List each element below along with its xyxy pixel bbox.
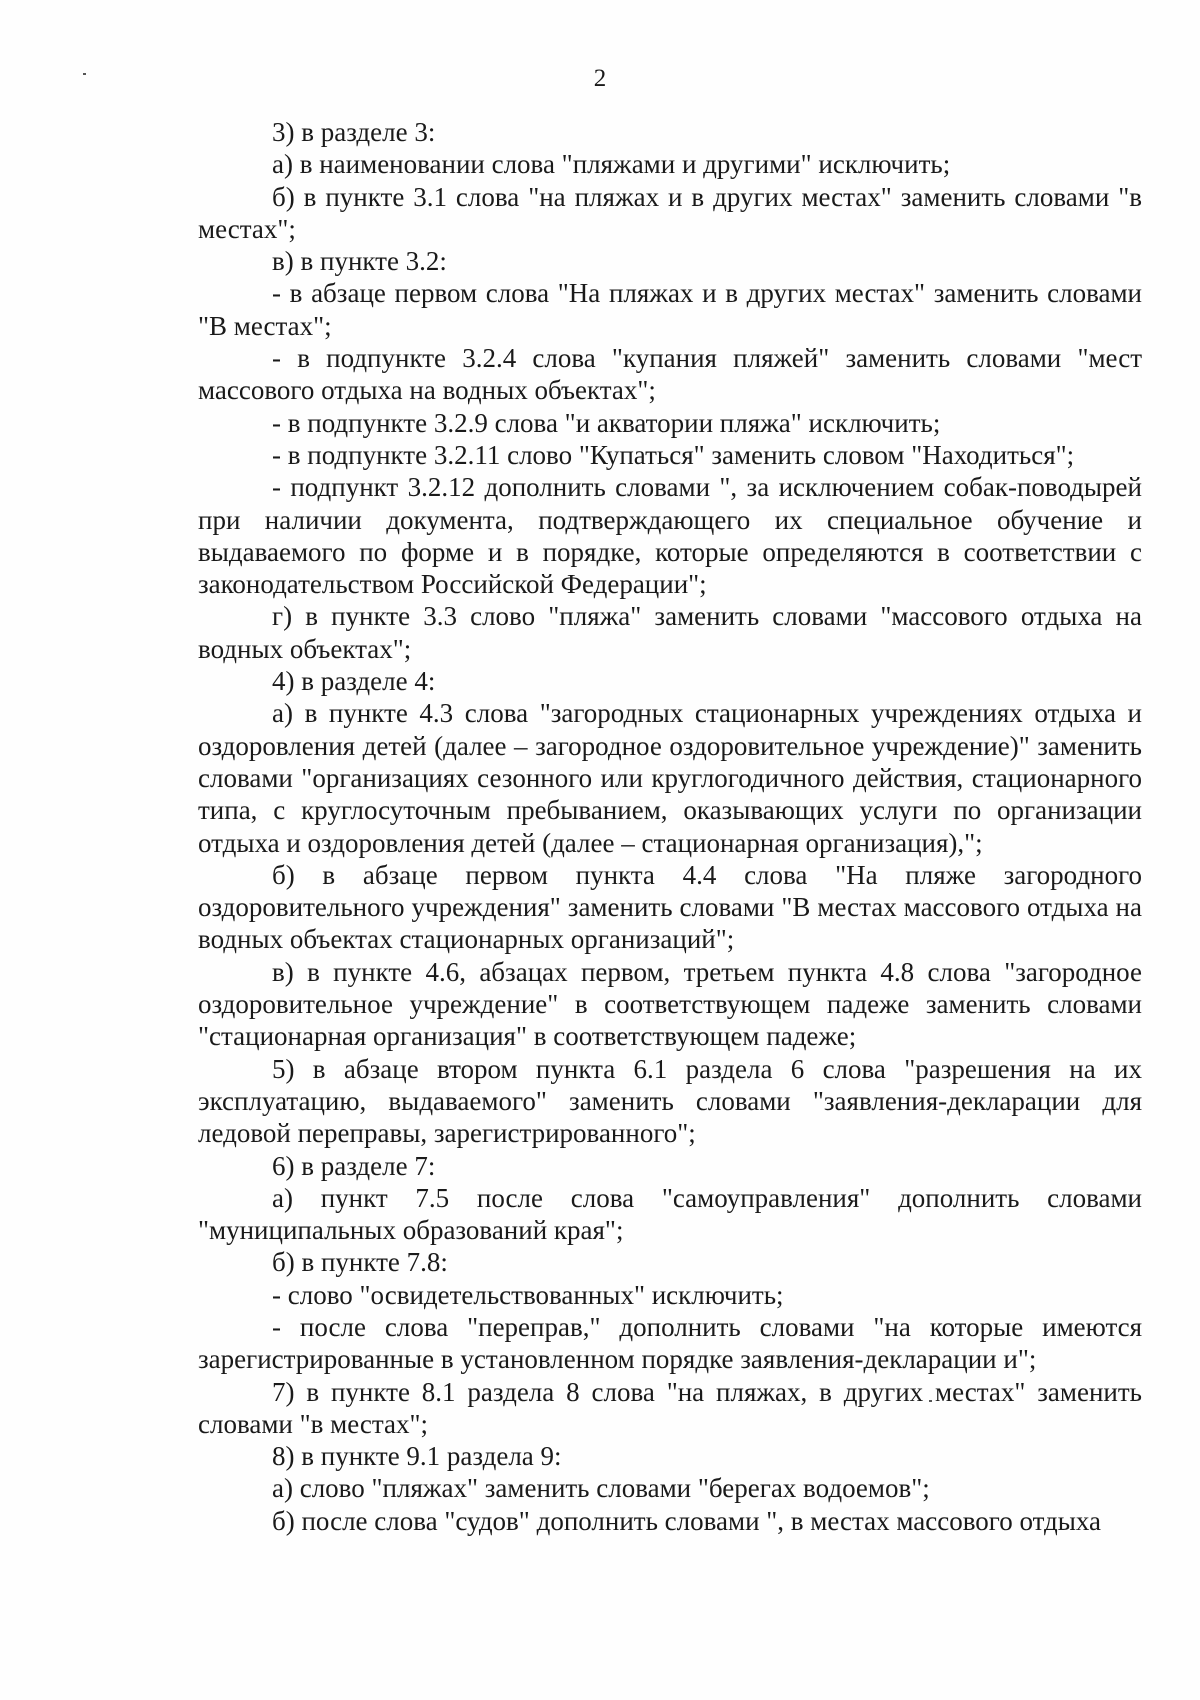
paragraph: б) в пункте 3.1 слова "на пляжах и в других местах" заменить словами "в местах"; — [198, 181, 1142, 244]
paragraph: - слово "освидетельствованных" исключить; — [272, 1279, 784, 1310]
paragraph: б) после слова "судов" дополнить словами ", в местах массового отдыха — [272, 1505, 1102, 1536]
paragraph: - в подпункте 3.2.9 слова "и акватории пляжа" исключить; — [272, 407, 941, 438]
paragraph: - в подпункте 3.2.11 слово "Купаться" заменить словом "Находиться"; — [272, 439, 1075, 470]
paragraph: а) пункт 7.5 после слова "самоуправления" дополнить словами "муниципальных образований края"; — [198, 1182, 1142, 1246]
paragraph: 3) в разделе 3: — [272, 117, 436, 147]
paragraph: а) в наименовании слова "пляжами и другими" исключить; — [272, 149, 951, 180]
paragraph: в) в пункте 4.6, абзацах первом, третьем пункта 4.8 слова "загородное оздоровительное учреждение" в соответствующем падеже заменить словами "стационарная организация" в соответствующем падеже; — [198, 956, 1142, 1052]
paragraph: - после слова "переправ," дополнить словами "на которые имеются зарегистрированные в установленном порядке заявления-декларации и"; — [198, 1311, 1142, 1375]
paragraph: в) в пункте 3.2: — [272, 246, 447, 277]
paragraph: б) в абзаце первом пункта 4.4 слова "На пляже загородного оздоровительного учреждения" заменить словами "В местах массового отдыха на водных объектах стационарных организаций"; — [198, 859, 1142, 955]
paragraph: 5) в абзаце втором пункта 6.1 раздела 6 слова "разрешения на их эксплуатацию, выдаваемого" заменить словами "заявления-декларации для ледовой переправы, зарегистрированного"; — [198, 1053, 1142, 1149]
paragraph: 8) в пункте 9.1 раздела 9: — [272, 1441, 562, 1472]
paragraph: 6) в разделе 7: — [272, 1150, 436, 1181]
paragraph: 4) в разделе 4: — [272, 666, 436, 697]
document-body — [198, 116, 1142, 1537]
paragraph: г) в пункте 3.3 слово "пляжа" заменить словами "массового отдыха на водных объектах"; — [198, 601, 1142, 664]
paragraph: а) в пункте 4.3 слова "загородных стационарных учреждениях отдыха и оздоровления детей (далее – загородное оздоровительное учреждение)" заменить словами "организациях сезонного или круглогодичного действия, стационарного типа, с круглосуточным пребыванием, оказывающих услуги по организации отдыха и оздоровления детей (далее – стационарная организация),"; — [198, 698, 1142, 858]
paragraph: - в подпункте 3.2.4 слова "купания пляжей" заменить словами "мест массового отдыха на водных объектах"; — [198, 343, 1142, 406]
paragraph: а) слово "пляжах" заменить словами "берегах водоемов"; — [272, 1473, 930, 1504]
page-number: 2 — [593, 65, 607, 92]
paragraph: - подпункт 3.2.12 дополнить словами ", за исключением собак-поводырей при наличии документа, подтверждающего их специальное обучение и выдаваемого по форме и в порядке, которые определяются в соответствии с законодательством Российской Федерации"; — [198, 472, 1142, 600]
paragraph: - в абзаце первом слова "На пляжах и в других местах" заменить словами "В местах"; — [198, 278, 1142, 341]
paragraph: б) в пункте 7.8: — [272, 1247, 448, 1278]
paragraph: 7) в пункте 8.1 раздела 8 слова "на пляжах, в других местах" заменить словами "в местах"; — [198, 1376, 1142, 1439]
